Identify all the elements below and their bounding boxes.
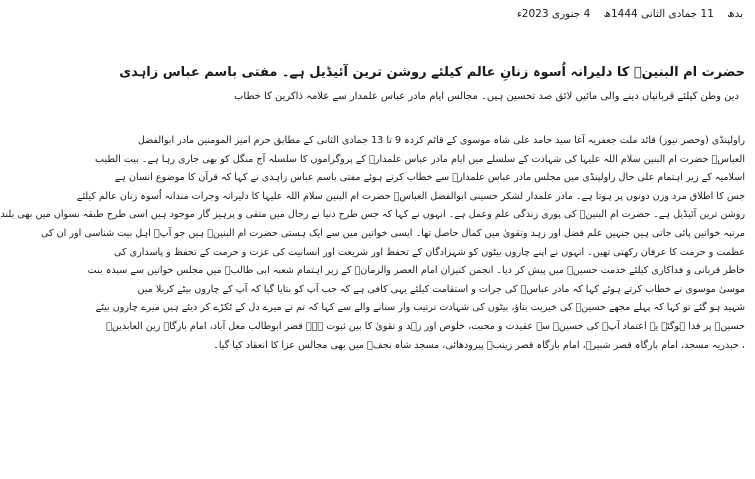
article-body-line: شہید ہو گئے تو کہا کہ پہلے مجھے حسینؑ کی خیریت بتاؤ، بیٹوں کی شہادت ترتیب وار سنانے والے سے کہا کہ تم نے میرے دل کے ٹکڑے کر دیئے ہیں میرے چاروں بیٹے — [95, 302, 745, 314]
article-body-line: مرتبہ خواتین پائی جاتی ہیں جنہیں علم فضل اور زہد وتقویٰ میں کمال حاصل تھا۔ ایسی خواتین میں سے ایک ہستی حضرت ام البنینؑ ہیں جو آپؑ اہل بیت شناسی اور ان کی — [40, 227, 745, 239]
dateline — [228, 6, 745, 24]
article-body-line: خاطر قربانی و فداکاری کیلئے خدمت حسینؑ میں پیش کر دیا۔ انجمن کنیزان امام العصر والزمانؑ کے زیر اہتمام شعبہ ابی طالبؑ میں مجلس خواتین سے سیدہ بنت — [87, 265, 745, 277]
article-body-line: عظمت و حرمت کا عرفان رکھتی تھیں۔ انہوں نے اپنے چاروں بیٹوں کو شہزادگان کے تحفظ اور شریعت اور انسانیت کی عزت و حرمت کے تحفظ و پاسداری کی — [114, 246, 745, 258]
article-body-line: جس کا اطلاق مرد وزن دونوں پر ہوتا ہے۔ مادر علمدار لشکر حسینی ابوالفضل العباسؑ حضرت ام البنین سلام اللہ علیہا کا دلیرانہ وجرات مندانہ اُسوہ زنان عالم کیلئے — [76, 190, 745, 202]
dateline-gregorian: 4 جنوری 2023ء — [516, 8, 591, 20]
article-body-line: روشن ترین آئیڈیل ہے۔ حضرت ام البنینؑ کی پوری زندگی علم وعمل ہے۔ انہوں نے کہا کہ جس طرح دنیا نے رجال میں متقی و پرہیز گار موجود ہیں اسی طرح طبقہ نسواں میں بھی بلند — [0, 209, 745, 221]
article-body-line: حسینؑ پر فدا ہوگئے یہ اعتماد آپؑ کی حسینؑ سے عقیدت و محبت، خلوص اور زہد و تقویٰ کا بین ثبوت ہے۔ قصر ابوطالب مغل آباد، امام بارگاہ زین العابدینؑ — [106, 320, 745, 332]
article-subhead: دین وطن کیلئے قربانیاں دینے والی مائیں لائق صد تحسین ہیں۔ مجالس ایام مادر عباس علمدار سے علامہ ذاکرین کا خطاب — [234, 91, 739, 102]
article-body-line: ، حیدریہ مسجد، امام بارگاہ قصر شبیرؑ، امام بارگاہ قصر زینبؑ پیرودھائی، مسجد شاہ نجفؑ میں بھی مجالس عزا کا انعقاد کیا گیا۔ — [213, 339, 745, 351]
article-body-line: اسلامیہ کے زیر اہتمام علی حال راولپنڈی میں مجلس مادر عباس علمدارؑ سے خطاب کرتے ہوئے مفتی باسم عباس زاہدی نے کہا کہ قرآن کا موضوع انسان ہے — [114, 172, 745, 184]
dateline-hijri: 11 جمادی الثانی 1444ھ — [603, 8, 714, 20]
article-body-line: موسیٰ موسوی نے خطاب کرتے ہوئے کہا کہ مادر عباسؑ کی جرات و استقامت کیلئے یہی کافی ہے کہ جب آپ کو بتایا گیا کہ آپ کے چاروں بیٹے کربلا میں — [137, 283, 745, 295]
article-body — [0, 132, 745, 467]
article-headline: حضرت ام البنینؑ کا دلیرانہ اُسوہ زنانِ عالم کیلئے روشن ترین آئیڈیل ہے۔ مفتی باسم عباس زاہدی — [119, 65, 745, 80]
article-body-line: العباسؑ حضرت ام البنین سلام اللہ علیہا کی شہادت کے سلسلے میں ایام مادر عباس علمدارؑ کے پروگراموں کا سلسلہ آج منگل کو بھی جاری رہا ہے۔ بیت الطیب — [95, 153, 745, 165]
dateline-day: بدھ — [727, 8, 743, 20]
article-body-line: راولپنڈی (وحصر نیوز) قائد ملت جعفریہ آغا سید حامد علی شاہ موسوی کے قائم کردہ 9 تا 13 جمادی الثانی کے مطابق حرم امیر المومنین مادر ابوالفضل — [137, 135, 745, 146]
